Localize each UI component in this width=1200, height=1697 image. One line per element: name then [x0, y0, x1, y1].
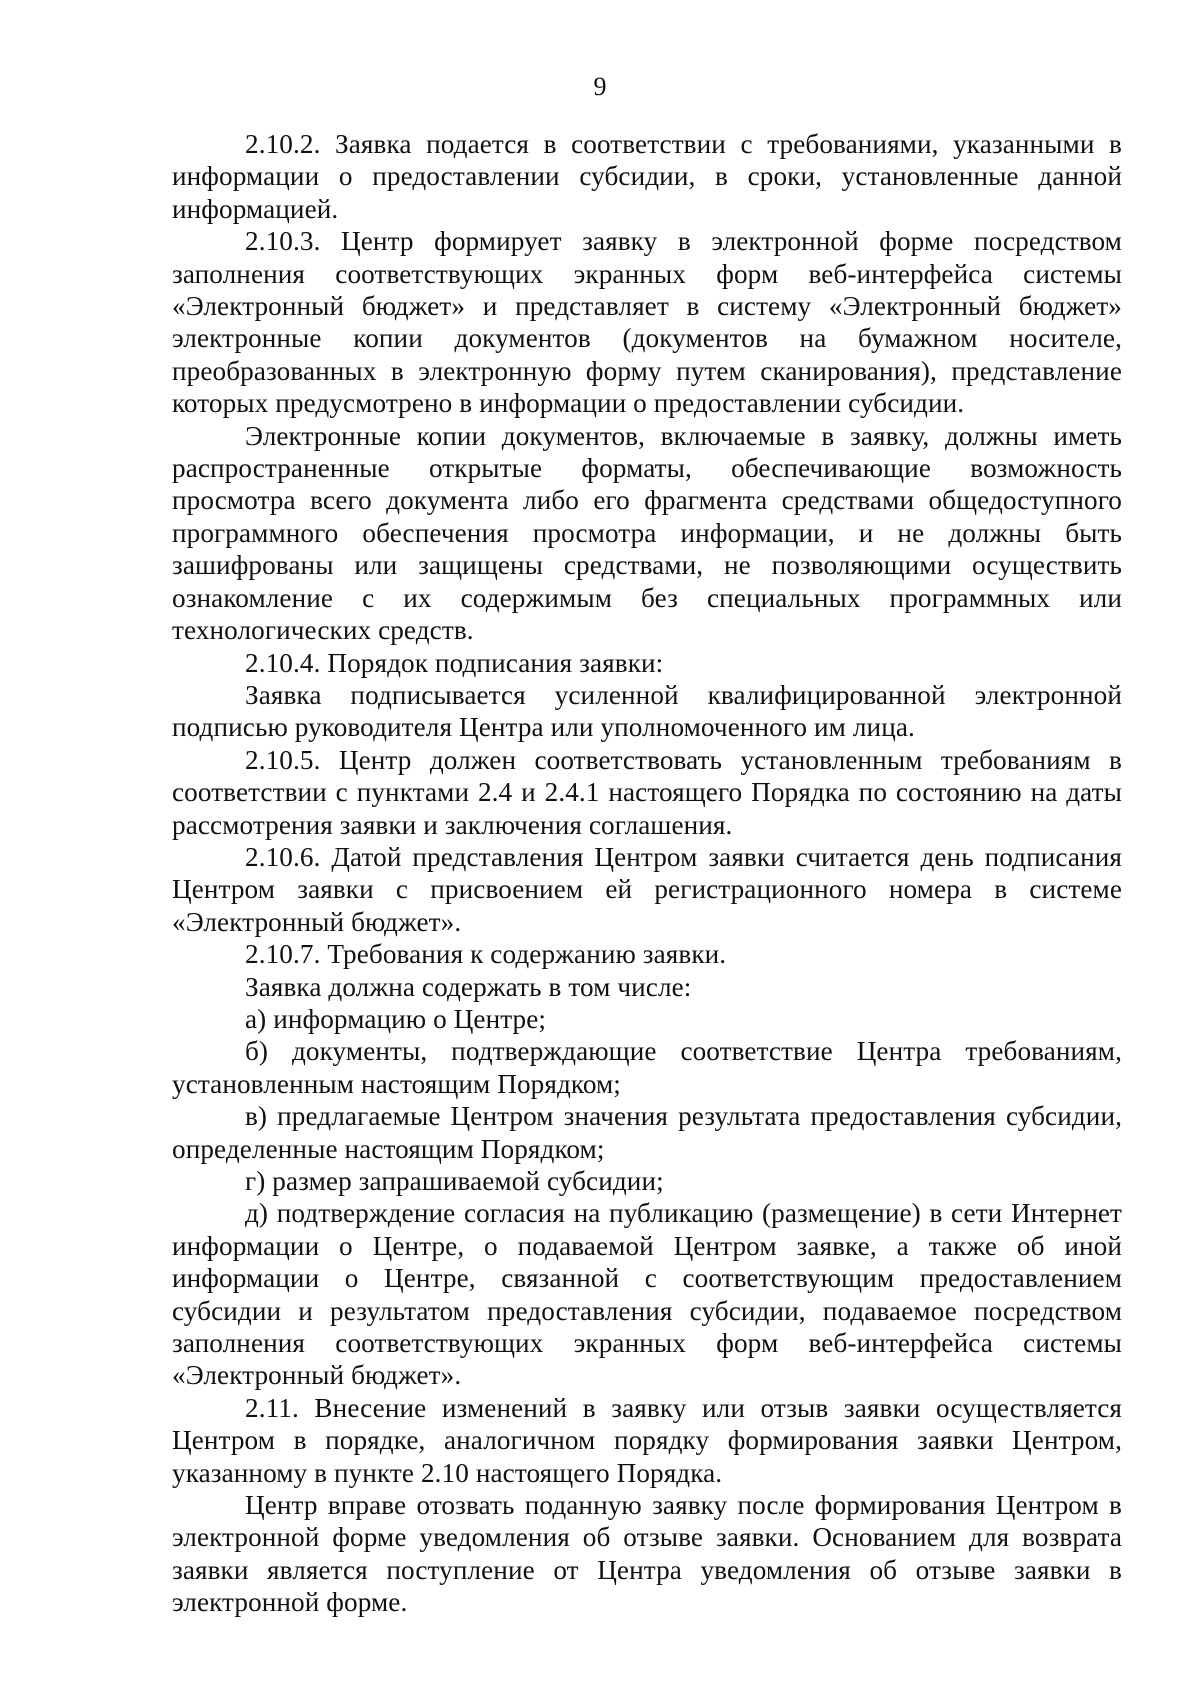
- paragraph-2-10-2: 2.10.2. Заявка подается в соответствии с требованиями, указанными в информации о предоставлении субсидии, в сроки, установленные данной информацией.: [172, 129, 1122, 224]
- paragraph-signing: Заявка подписывается усиленной квалифицированной электронной подписью руководителя Центра или уполномоченного им лица.: [172, 679, 1122, 743]
- paragraph-electronic-copies: Электронные копии документов, включаемые в заявку, должны иметь распространенные открытые форматы, обеспечивающие возможность просмотра всего документа либо его фрагмента средствами общедоступного программного обеспечения просмотра информации, и не должны быть зашифрованы или защищены средствами, не позволяющими осуществить ознакомление с их содержимым без специальных программных или технологических средств.: [172, 420, 1122, 646]
- paragraph-2-10-5: 2.10.5. Центр должен соответствовать установленным требованиям в соответствии с пунктами 2.4 и 2.4.1 настоящего Порядка по состоянию на даты рассмотрения заявки и заключения соглашения.: [172, 744, 1122, 840]
- paragraph-2-11: 2.11. Внесение изменений в заявку или отзыв заявки осуществляется Центром в порядке, аналогичном порядку формирования заявки Центром, указанному в пункте 2.10 настоящего Порядка.: [172, 1392, 1122, 1488]
- paragraph-2-10-6: 2.10.6. Датой представления Центром заявки считается день подписания Центром заявки с присвоением ей регистрационного номера в системе «Электронный бюджет».: [172, 841, 1122, 937]
- list-item-a: а) информацию о Центре;: [245, 1003, 547, 1034]
- paragraph-2-10-4: 2.10.4. Порядок подписания заявки:: [245, 647, 664, 678]
- paragraph-withdrawal: Центр вправе отозвать поданную заявку после формирования Центром в электронной форме уведомления об отзыве заявки. Основанием для возврата заявки является поступление от Центра уведомления об отзыве заявки в электронной форме.: [172, 1490, 1122, 1618]
- list-item-b: б) документы, подтверждающие соответствие Центра требованиям, установленным настоящим Порядком;: [172, 1036, 1122, 1099]
- list-item-g: г) размер запрашиваемой субсидии;: [245, 1166, 664, 1196]
- paragraph-2-10-3: 2.10.3. Центр формирует заявку в электронной форме посредством заполнения соответствующих экранных форм веб-интерфейса системы «Электронный бюджет» и представляет в систему «Электронный бюджет» электронные копии документов (документов на бумажном носителе, преобразованных в электронную форму путем сканирования), представление которых предусмотрено в информации о предоставлении субсидии.: [172, 226, 1122, 419]
- paragraph-2-10-7: 2.10.7. Требования к содержанию заявки.: [245, 939, 727, 970]
- list-item-v: в) предлагаемые Центром значения результата предоставления субсидии, определенные настоящим Порядком;: [172, 1101, 1122, 1164]
- page-number: 9: [593, 72, 607, 101]
- document-body: [172, 128, 1122, 1619]
- list-item-d: д) подтверждение согласия на публикацию (размещение) в сети Интернет информации о Центре, о подаваемой Центром заявке, а также об иной информации о Центре, связанной с соответствующим предоставлением субсидии и результатом предоставления субсидии, подаваемое посредством заполнения соответствующих экранных форм веб-интерфейса системы «Электронный бюджет».: [172, 1198, 1122, 1391]
- paragraph-application-contents: Заявка должна содержать в том числе:: [245, 971, 692, 1002]
